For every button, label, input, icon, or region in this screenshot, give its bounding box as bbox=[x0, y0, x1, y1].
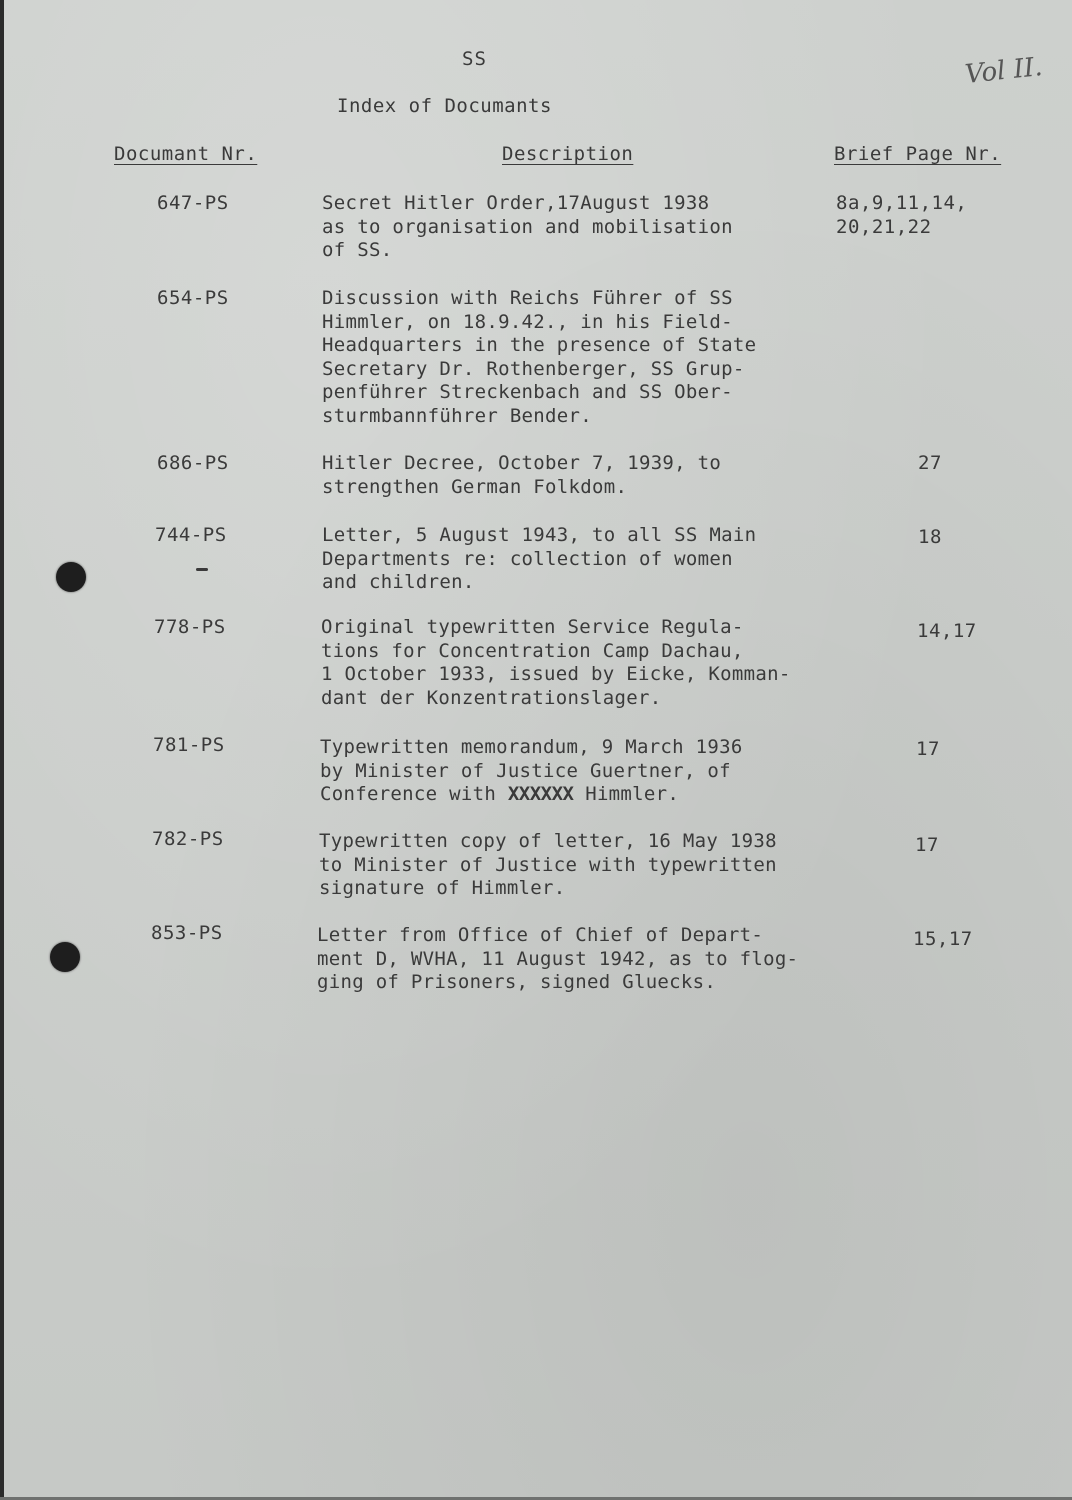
document-description: Original typewritten Service Regula- tions for Concentration Camp Dachau, 1 October 1933, issued by Eicke, Komman- dant der Konzentrationslager. bbox=[321, 616, 791, 709]
document-number: 654-PS bbox=[157, 287, 229, 309]
handwritten-volume-note: Vol II. bbox=[963, 52, 1044, 90]
brief-page-numbers: 15,17 bbox=[913, 928, 973, 950]
binder-hole-lower bbox=[50, 942, 80, 972]
brief-page-numbers: 17 bbox=[915, 834, 939, 856]
document-description: Typewritten copy of letter, 16 May 1938 to Minister of Justice with typewritten signature of Himmler. bbox=[319, 830, 777, 899]
document-number: 781-PS bbox=[153, 734, 225, 756]
document-description: Letter from Office of Chief of Depart- ment D, WVHA, 11 August 1942, as to flog- ging of Prisoners, signed Gluecks. bbox=[317, 924, 799, 993]
brief-page-numbers: 8a,9,11,14, 20,21,22 bbox=[836, 192, 968, 238]
document-number: 782-PS bbox=[152, 828, 224, 850]
organization-header: SS bbox=[462, 48, 487, 70]
document-description: Discussion with Reichs Führer of SS Himmler, on 18.9.42., in his Field- Headquarters in the presence of State Secretary Dr. Rothenberger, SS Grup- penführer Streckenbach and SS Ober- sturmbannführer Bender. bbox=[322, 287, 757, 427]
column-header-description: Description bbox=[502, 143, 634, 165]
document-description: Hitler Decree, October 7, 1939, to strengthen German Folkdom. bbox=[322, 452, 722, 498]
document-description: Typewritten memorandum, 9 March 1936 by Minister of Justice Guertner, of Conference with XXXXXX Himmler. bbox=[320, 736, 743, 805]
struck-out-text: XXXXXX bbox=[507, 783, 574, 805]
document-description: Letter, 5 August 1943, to all SS Main Departments re: collection of women and children. bbox=[322, 524, 757, 593]
brief-page-numbers: 18 bbox=[918, 526, 942, 548]
document-description: Secret Hitler Order,17August 1938 as to organisation and mobilisation of SS. bbox=[322, 192, 733, 261]
pencil-dash-mark bbox=[196, 568, 208, 571]
page-title: Index of Documants bbox=[337, 95, 552, 117]
column-header-brief-page-nr: Brief Page Nr. bbox=[834, 143, 1002, 165]
document-number: 686-PS bbox=[157, 452, 229, 474]
document-number: 853-PS bbox=[151, 922, 223, 944]
document-number: 778-PS bbox=[154, 616, 226, 638]
binder-hole-upper bbox=[56, 562, 86, 592]
scan-edge-left bbox=[0, 0, 4, 1500]
brief-page-numbers: 27 bbox=[918, 452, 942, 474]
brief-page-numbers: 17 bbox=[916, 738, 940, 760]
document-number: 744-PS bbox=[155, 524, 227, 546]
column-header-document-nr: Documant Nr. bbox=[114, 143, 258, 165]
document-number: 647-PS bbox=[157, 192, 229, 214]
brief-page-numbers: 14,17 bbox=[917, 620, 977, 642]
